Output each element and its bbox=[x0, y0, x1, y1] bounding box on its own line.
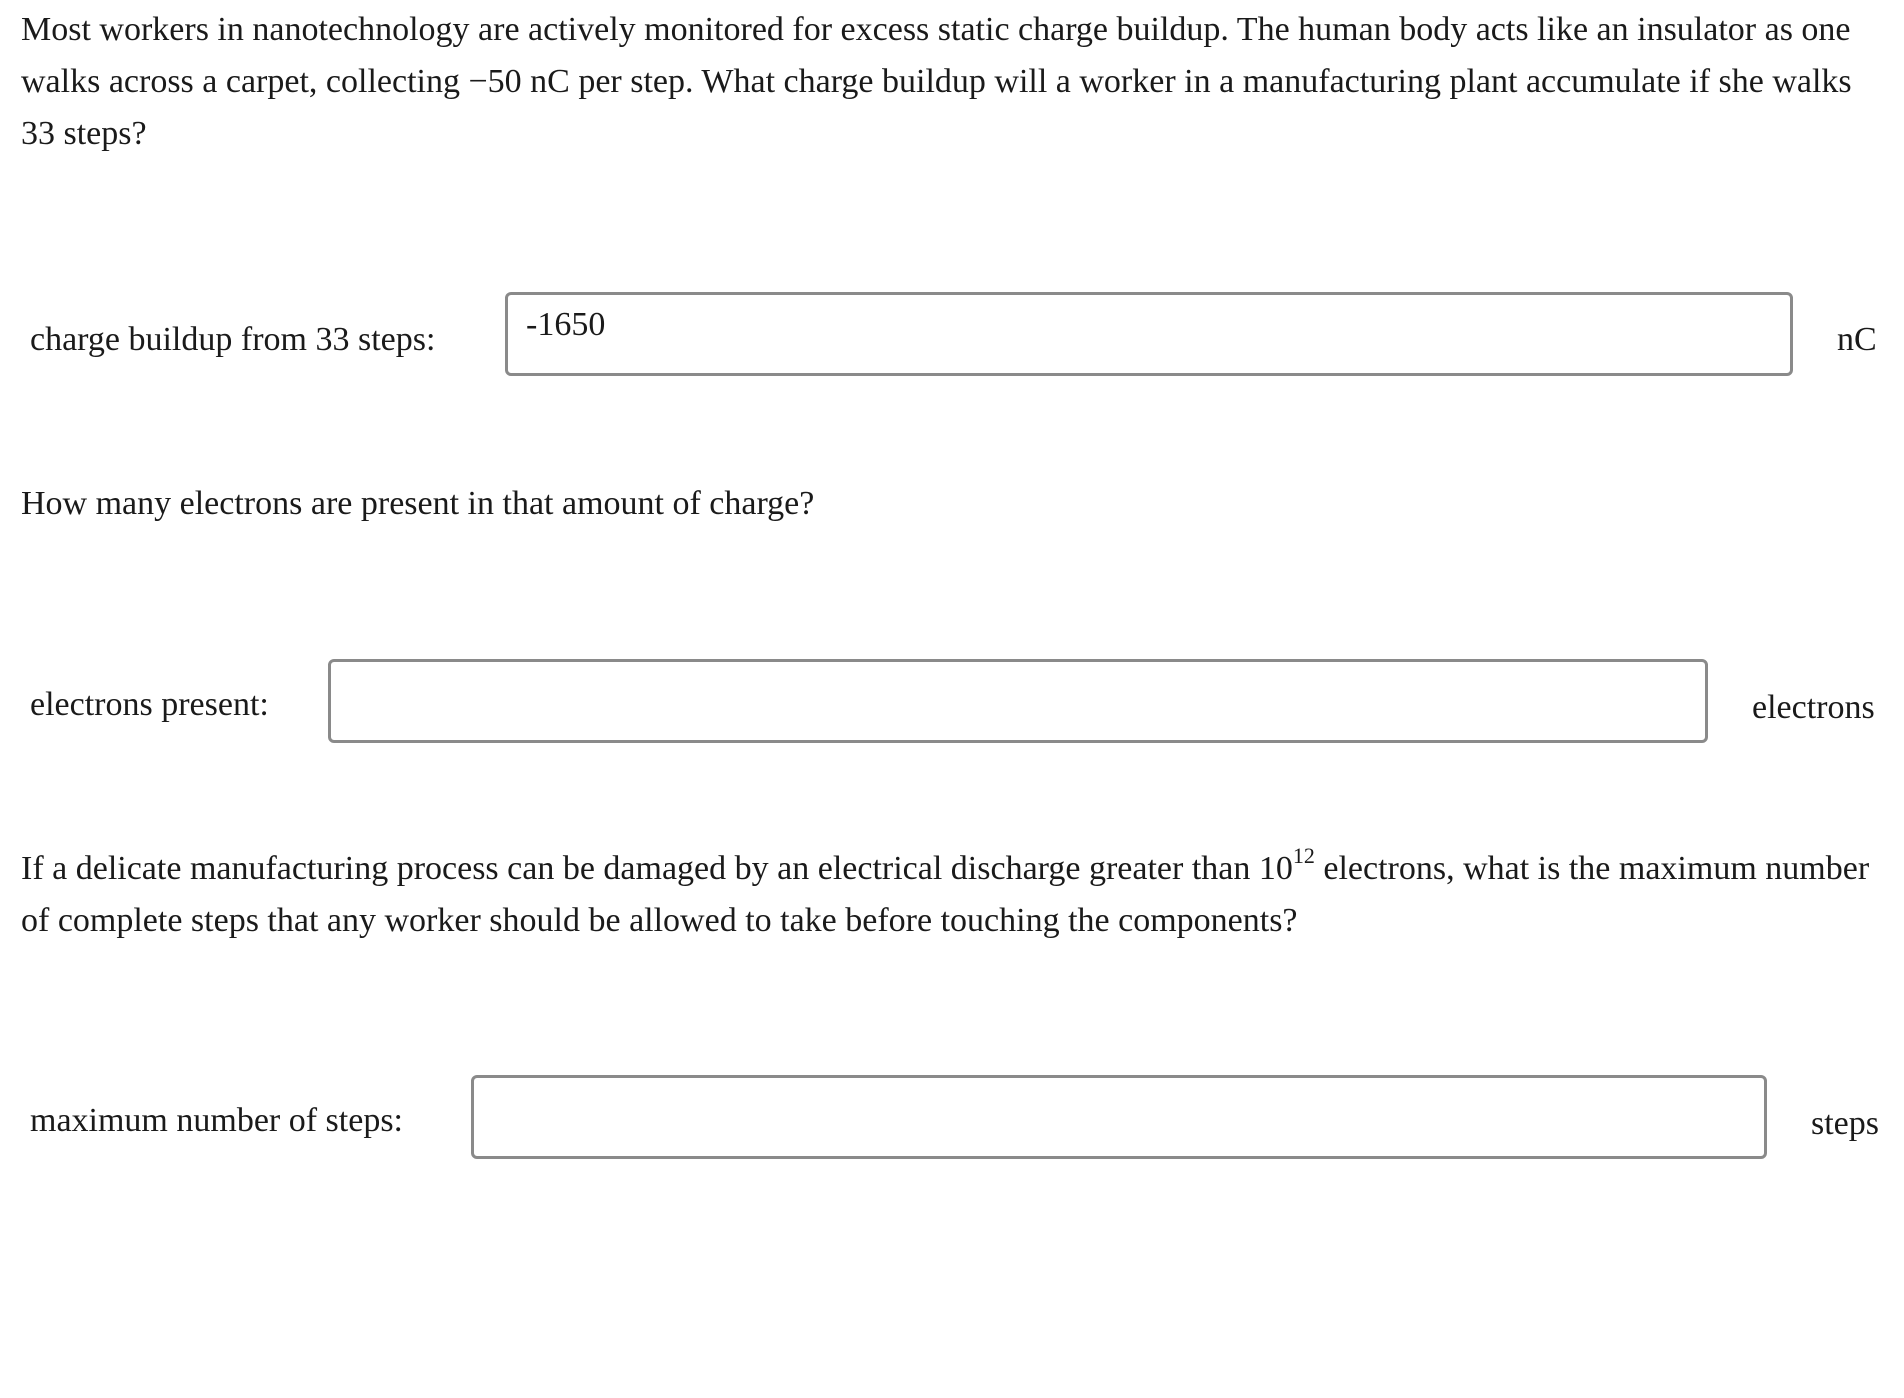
discharge-question-start: If a delicate manufacturing process can be damaged by an electrical discharge greater than 10 bbox=[21, 850, 1293, 887]
electrons-unit-label: electrons bbox=[1752, 689, 1875, 726]
electrons-present-input[interactable] bbox=[328, 659, 1708, 743]
electrons-present-label: electrons present: bbox=[30, 686, 269, 723]
electrons-question: How many electrons are present in that amount of charge? bbox=[21, 485, 815, 522]
discharge-question bbox=[21, 843, 1891, 947]
charge-unit-label: nC bbox=[1837, 321, 1877, 358]
question-intro: Most workers in nanotechnology are actively monitored for excess static charge buildup. The human body acts like an insulator as one walks across a carpet, collecting −50 nC per step. What charge buildup will a worker in a manufacturing plant accumulate if she walks 33 steps? bbox=[21, 11, 1852, 152]
max-steps-input[interactable] bbox=[471, 1075, 1767, 1159]
charge-buildup-input[interactable] bbox=[505, 292, 1793, 376]
steps-unit-label: steps bbox=[1811, 1105, 1879, 1142]
charge-buildup-label: charge buildup from 33 steps: bbox=[30, 321, 436, 358]
discharge-exponent: 12 bbox=[1292, 842, 1315, 868]
discharge-question-end: electrons, what is the maximum number of complete steps that any worker should be allowed to take before touching the components? bbox=[21, 850, 1870, 939]
max-steps-label: maximum number of steps: bbox=[30, 1102, 404, 1139]
